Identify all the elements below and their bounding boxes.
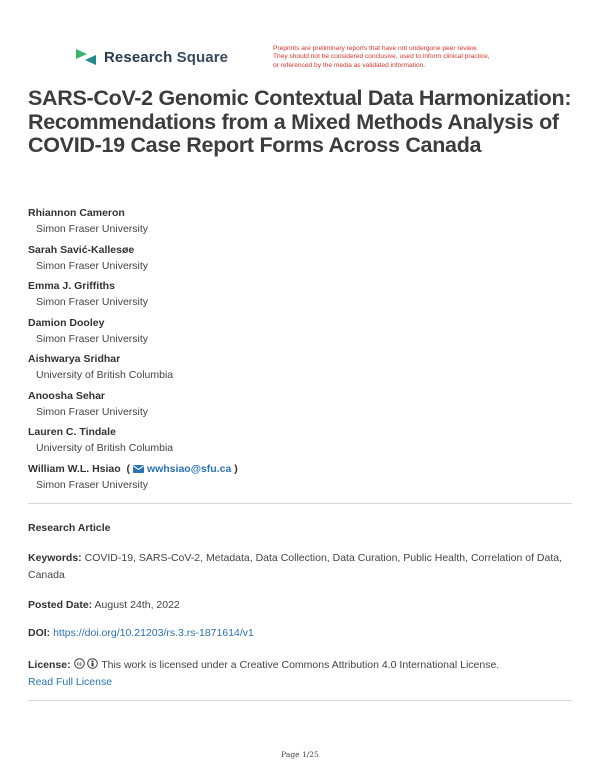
author-entry — [28, 280, 238, 317]
logo-text: Research Square — [104, 48, 229, 66]
paper-title: SARS-CoV-2 Genomic Contextual Data Harmonization: Recommendations from a Mixed Methods Analysis of COVID-19 Case Report Forms Across Canada — [28, 86, 572, 157]
license-label: License: — [28, 659, 71, 671]
author-name: Emma J. Griffiths — [28, 280, 115, 292]
license — [28, 657, 576, 691]
author-list — [28, 207, 238, 499]
research-square-logo-icon — [74, 47, 98, 67]
author-affiliation: Simon Fraser University — [36, 296, 149, 308]
author-email-link[interactable] — [133, 463, 234, 475]
svg-text:cc: cc — [76, 661, 82, 668]
author-affiliation: Simon Fraser University — [36, 223, 149, 235]
posted-date — [28, 597, 576, 614]
preprint-notice-line: Preprints are preliminary reports that have not undergone peer review. — [273, 45, 478, 52]
envelope-icon — [133, 465, 144, 473]
author-name-corresponding — [28, 463, 238, 476]
section-divider — [28, 700, 572, 701]
preprint-notice-line: or referenced by the media as validated information. — [273, 61, 426, 69]
author-entry — [28, 426, 238, 463]
email-paren-close: ) — [234, 462, 238, 475]
author-affiliation: Simon Fraser University — [36, 478, 149, 491]
author-name: Rhiannon Cameron — [28, 207, 125, 219]
preprint-notice — [273, 45, 543, 70]
doi-link[interactable]: https://doi.org/10.21203/rs.3.rs-1871614/v1 — [53, 627, 254, 639]
read-full-license-link[interactable]: Read Full License — [28, 676, 113, 688]
author-entry — [28, 353, 238, 390]
author-name: Damion Dooley — [28, 316, 105, 329]
author-affiliation: Simon Fraser University — [36, 332, 149, 345]
posted-date-label: Posted Date: — [28, 599, 93, 611]
author-affiliation: Simon Fraser University — [36, 259, 149, 272]
doi — [28, 625, 576, 642]
section-divider — [28, 503, 572, 504]
license-text: This work is licensed under a Creative Commons Attribution 4.0 International License. — [101, 659, 500, 671]
article-type — [28, 520, 576, 537]
author-entry — [28, 463, 238, 500]
author-email-text: wwhsiao@sfu.ca — [146, 462, 232, 475]
author-affiliation: University of British Columbia — [36, 369, 174, 381]
author-name: Aishwarya Sridhar — [28, 353, 121, 365]
posted-date-value: August 24th, 2022 — [94, 599, 180, 611]
keywords-label: Keywords: — [28, 552, 82, 564]
research-square-logo[interactable] — [74, 47, 228, 67]
author-name-text: William W.L. Hsiao — [28, 462, 121, 475]
author-entry — [28, 317, 238, 354]
author-name: Anoosha Sehar — [28, 389, 106, 402]
keywords — [28, 550, 576, 584]
page-number: Page 1/25 — [281, 750, 319, 759]
author-affiliation: University of British Columbia — [36, 442, 174, 454]
doi-label: DOI: — [28, 627, 51, 639]
article-type-text: Research Article — [28, 522, 111, 534]
author-name: Lauren C. Tindale — [28, 426, 116, 438]
preprint-notice-line: They should not be considered conclusive, used to inform clinical practice, — [273, 53, 490, 61]
creative-commons-icon — [74, 658, 85, 669]
author-entry — [28, 244, 238, 281]
author-name: Sarah Savić-Kallesøe — [28, 243, 135, 256]
keywords-value: COVID-19, SARS-CoV-2, Metadata, Data Collection, Data Curation, Public Health, Correlation of Data, Canada — [28, 552, 562, 581]
author-entry — [28, 207, 238, 244]
attribution-icon — [87, 658, 98, 669]
email-paren-open: ( — [123, 462, 131, 475]
author-affiliation: Simon Fraser University — [36, 405, 149, 418]
author-entry — [28, 390, 238, 427]
